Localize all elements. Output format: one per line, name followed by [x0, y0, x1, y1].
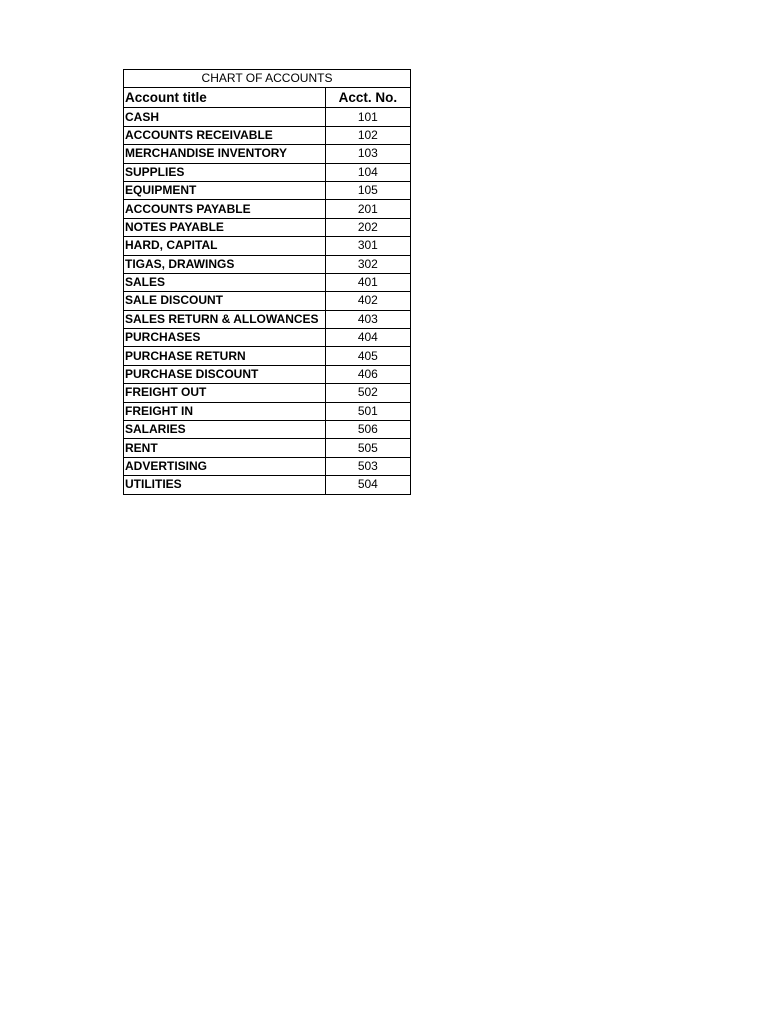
table-header-row	[124, 88, 411, 108]
table-row	[124, 347, 411, 365]
table-row	[124, 310, 411, 328]
table-row	[124, 218, 411, 236]
account-title-cell: SALES RETURN & ALLOWANCES	[124, 310, 326, 328]
table-row	[124, 384, 411, 402]
account-title-cell: MERCHANDISE INVENTORY	[124, 145, 326, 163]
table-row	[124, 273, 411, 291]
table-body	[124, 108, 411, 494]
account-title-cell: PURCHASE RETURN	[124, 347, 326, 365]
table-row	[124, 439, 411, 457]
table-row	[124, 329, 411, 347]
account-number-cell: 504	[325, 476, 410, 494]
account-number-cell: 402	[325, 292, 410, 310]
account-number-cell: 505	[325, 439, 410, 457]
account-title-cell: EQUIPMENT	[124, 181, 326, 199]
table-row	[124, 181, 411, 199]
table-row	[124, 126, 411, 144]
account-number-cell: 104	[325, 163, 410, 181]
account-title-cell: NOTES PAYABLE	[124, 218, 326, 236]
table-row	[124, 255, 411, 273]
column-header-acct-no: Acct. No.	[325, 88, 410, 108]
account-title-cell: SUPPLIES	[124, 163, 326, 181]
account-title-cell: PURCHASE DISCOUNT	[124, 365, 326, 383]
account-number-cell: 102	[325, 126, 410, 144]
account-title-cell: ACCOUNTS PAYABLE	[124, 200, 326, 218]
account-title-cell: TIGAS, DRAWINGS	[124, 255, 326, 273]
account-number-cell: 403	[325, 310, 410, 328]
table-title: CHART OF ACCOUNTS	[124, 70, 411, 88]
table-row	[124, 108, 411, 126]
account-number-cell: 501	[325, 402, 410, 420]
account-number-cell: 201	[325, 200, 410, 218]
table-row	[124, 421, 411, 439]
account-title-cell: SALARIES	[124, 421, 326, 439]
account-title-cell: ACCOUNTS RECEIVABLE	[124, 126, 326, 144]
account-number-cell: 101	[325, 108, 410, 126]
account-title-cell: CASH	[124, 108, 326, 126]
account-title-cell: FREIGHT IN	[124, 402, 326, 420]
account-number-cell: 302	[325, 255, 410, 273]
account-number-cell: 405	[325, 347, 410, 365]
table-row	[124, 145, 411, 163]
table-row	[124, 237, 411, 255]
account-number-cell: 506	[325, 421, 410, 439]
account-title-cell: PURCHASES	[124, 329, 326, 347]
chart-of-accounts-table	[123, 69, 411, 495]
account-number-cell: 202	[325, 218, 410, 236]
account-number-cell: 301	[325, 237, 410, 255]
account-title-cell: RENT	[124, 439, 326, 457]
account-number-cell: 105	[325, 181, 410, 199]
column-header-account-title: Account title	[124, 88, 326, 108]
account-title-cell: SALES	[124, 273, 326, 291]
account-number-cell: 503	[325, 457, 410, 475]
table-row	[124, 457, 411, 475]
table-row	[124, 402, 411, 420]
account-number-cell: 502	[325, 384, 410, 402]
account-title-cell: FREIGHT OUT	[124, 384, 326, 402]
account-number-cell: 404	[325, 329, 410, 347]
account-title-cell: UTILITIES	[124, 476, 326, 494]
account-title-cell: SALE DISCOUNT	[124, 292, 326, 310]
table-row	[124, 476, 411, 494]
account-title-cell: HARD, CAPITAL	[124, 237, 326, 255]
account-number-cell: 401	[325, 273, 410, 291]
table-title-row	[124, 70, 411, 88]
table-row	[124, 292, 411, 310]
table-row	[124, 163, 411, 181]
table-row	[124, 200, 411, 218]
table-row	[124, 365, 411, 383]
account-title-cell: ADVERTISING	[124, 457, 326, 475]
account-number-cell: 406	[325, 365, 410, 383]
account-number-cell: 103	[325, 145, 410, 163]
